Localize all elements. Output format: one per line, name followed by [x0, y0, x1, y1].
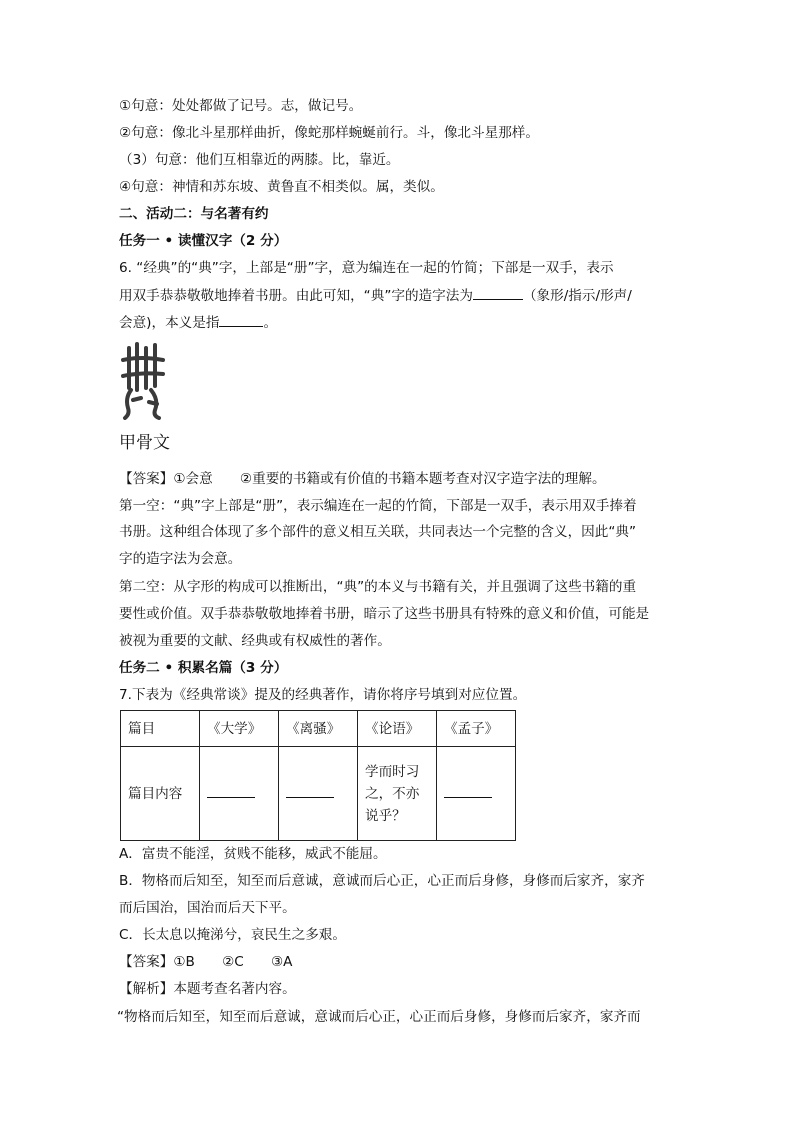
answer-blank[interactable]	[286, 783, 334, 798]
table-cell-text: 说乎？	[365, 807, 406, 824]
text-line: ②句意：像北斗星那样曲折，像蛇那样蜿蜒前行。斗，像北斗星那样。	[119, 125, 539, 141]
option-c: C．长太息以掩涕兮，哀民生之多艰。	[119, 927, 346, 943]
question-6-line: 6. “经典”的“典”字，上部是“册”字，意为编连在一起的竹简；下部是一双手，表示	[119, 260, 614, 276]
analysis-line: 【解析】本题考查名著内容。	[119, 981, 296, 997]
option-b: B．物格而后知至，知至而后意诚，意诚而后心正，心正而后身修，身修而后家齐，家齐	[119, 873, 645, 889]
option-a: A．富贵不能淫，贫贱不能移，威武不能屈。	[119, 846, 387, 862]
question-7-line: 7.下表为《经典常谈》提及的经典著作，请你将序号填到对应位置。	[119, 687, 527, 703]
text-line: （3）句意：他们互相靠近的两膝。比，靠近。	[119, 152, 400, 168]
table-header: 《论语》	[358, 711, 437, 747]
table-header: 《离骚》	[279, 711, 358, 747]
answer-blank[interactable]	[444, 783, 492, 798]
task-heading: 任务一 • 读懂汉字（2 分）	[119, 233, 288, 249]
glyph-caption: 甲骨文	[119, 433, 170, 453]
question-6-text: 会意)，本义是指	[119, 315, 220, 331]
explanation-line: 书册。这种组合体现了多个部件的意义相互关联，共同表达一个完整的含义，因此“典”	[119, 524, 637, 540]
answer-blank[interactable]	[473, 287, 523, 300]
option-b-cont: 而后国治，国治而后天下平。	[119, 900, 296, 916]
text-line: ①句意：处处都做了记号。志，做记号。	[119, 98, 363, 114]
table-header: 篇目	[121, 711, 200, 747]
answer-line: 【答案】①会意 ②重要的书籍或有价值的书籍本题考查对汉字造字法的理解。	[119, 471, 606, 487]
question-6-text: 用双手恭恭敬敬地捧着书册。由此可知，“典”字的造字法为	[119, 288, 473, 304]
explanation-line: 第二空：从字形的构成可以推断出，“典”的本义与书籍有关，并且强调了这些书籍的重	[119, 579, 637, 595]
table-cell	[437, 747, 516, 841]
question-6-line	[119, 314, 277, 332]
table-header: 《孟子》	[437, 711, 516, 747]
question-6-text: （象形/指示/形声/	[522, 288, 632, 304]
table-cell-lunyu	[358, 747, 437, 841]
glyph-strokes	[123, 344, 163, 418]
table-header: 《大学》	[200, 711, 279, 747]
explanation-line: 被视为重要的文献、经典或有权威性的著作。	[119, 633, 391, 649]
table-cell	[200, 747, 279, 841]
explanation-line: 要性或价值。双手恭恭敬敬地捧着书册，暗示了这些书册具有特殊的意义和价值，可能是	[119, 606, 650, 622]
table-header-row	[121, 711, 516, 747]
text-line: ④句意：神情和苏东坡、黄鲁直不相类似。属，类似。	[119, 179, 444, 195]
answer-blank[interactable]	[219, 314, 263, 327]
oracle-bone-dian-glyph	[119, 342, 167, 420]
table-row-label: 篇目内容	[121, 747, 200, 841]
question-6-line	[119, 287, 632, 305]
table-cell-text: 学而时习	[365, 763, 420, 780]
question-6-text: 。	[263, 315, 278, 331]
table-row	[121, 747, 516, 841]
table-cell-text: 之，不亦	[365, 785, 420, 802]
explanation-line: 第一空：“典”字上部是“册”，表示编连在一起的竹简，下部是一双手，表示用双手捧着	[119, 498, 637, 514]
analysis-line: “物格而后知至，知至而后意诚，意诚而后心正，心正而后身修，身修而后家齐，家齐而	[117, 1009, 641, 1025]
answer-blank[interactable]	[207, 783, 255, 798]
table-cell	[279, 747, 358, 841]
classics-table	[120, 710, 516, 841]
task-heading: 任务二 • 积累名篇（3 分）	[119, 660, 288, 676]
section-heading: 二、活动二：与名著有约	[119, 206, 269, 222]
explanation-line: 字的造字法为会意。	[119, 551, 242, 567]
answer-line: 【答案】①B ②C ③A	[119, 954, 293, 970]
